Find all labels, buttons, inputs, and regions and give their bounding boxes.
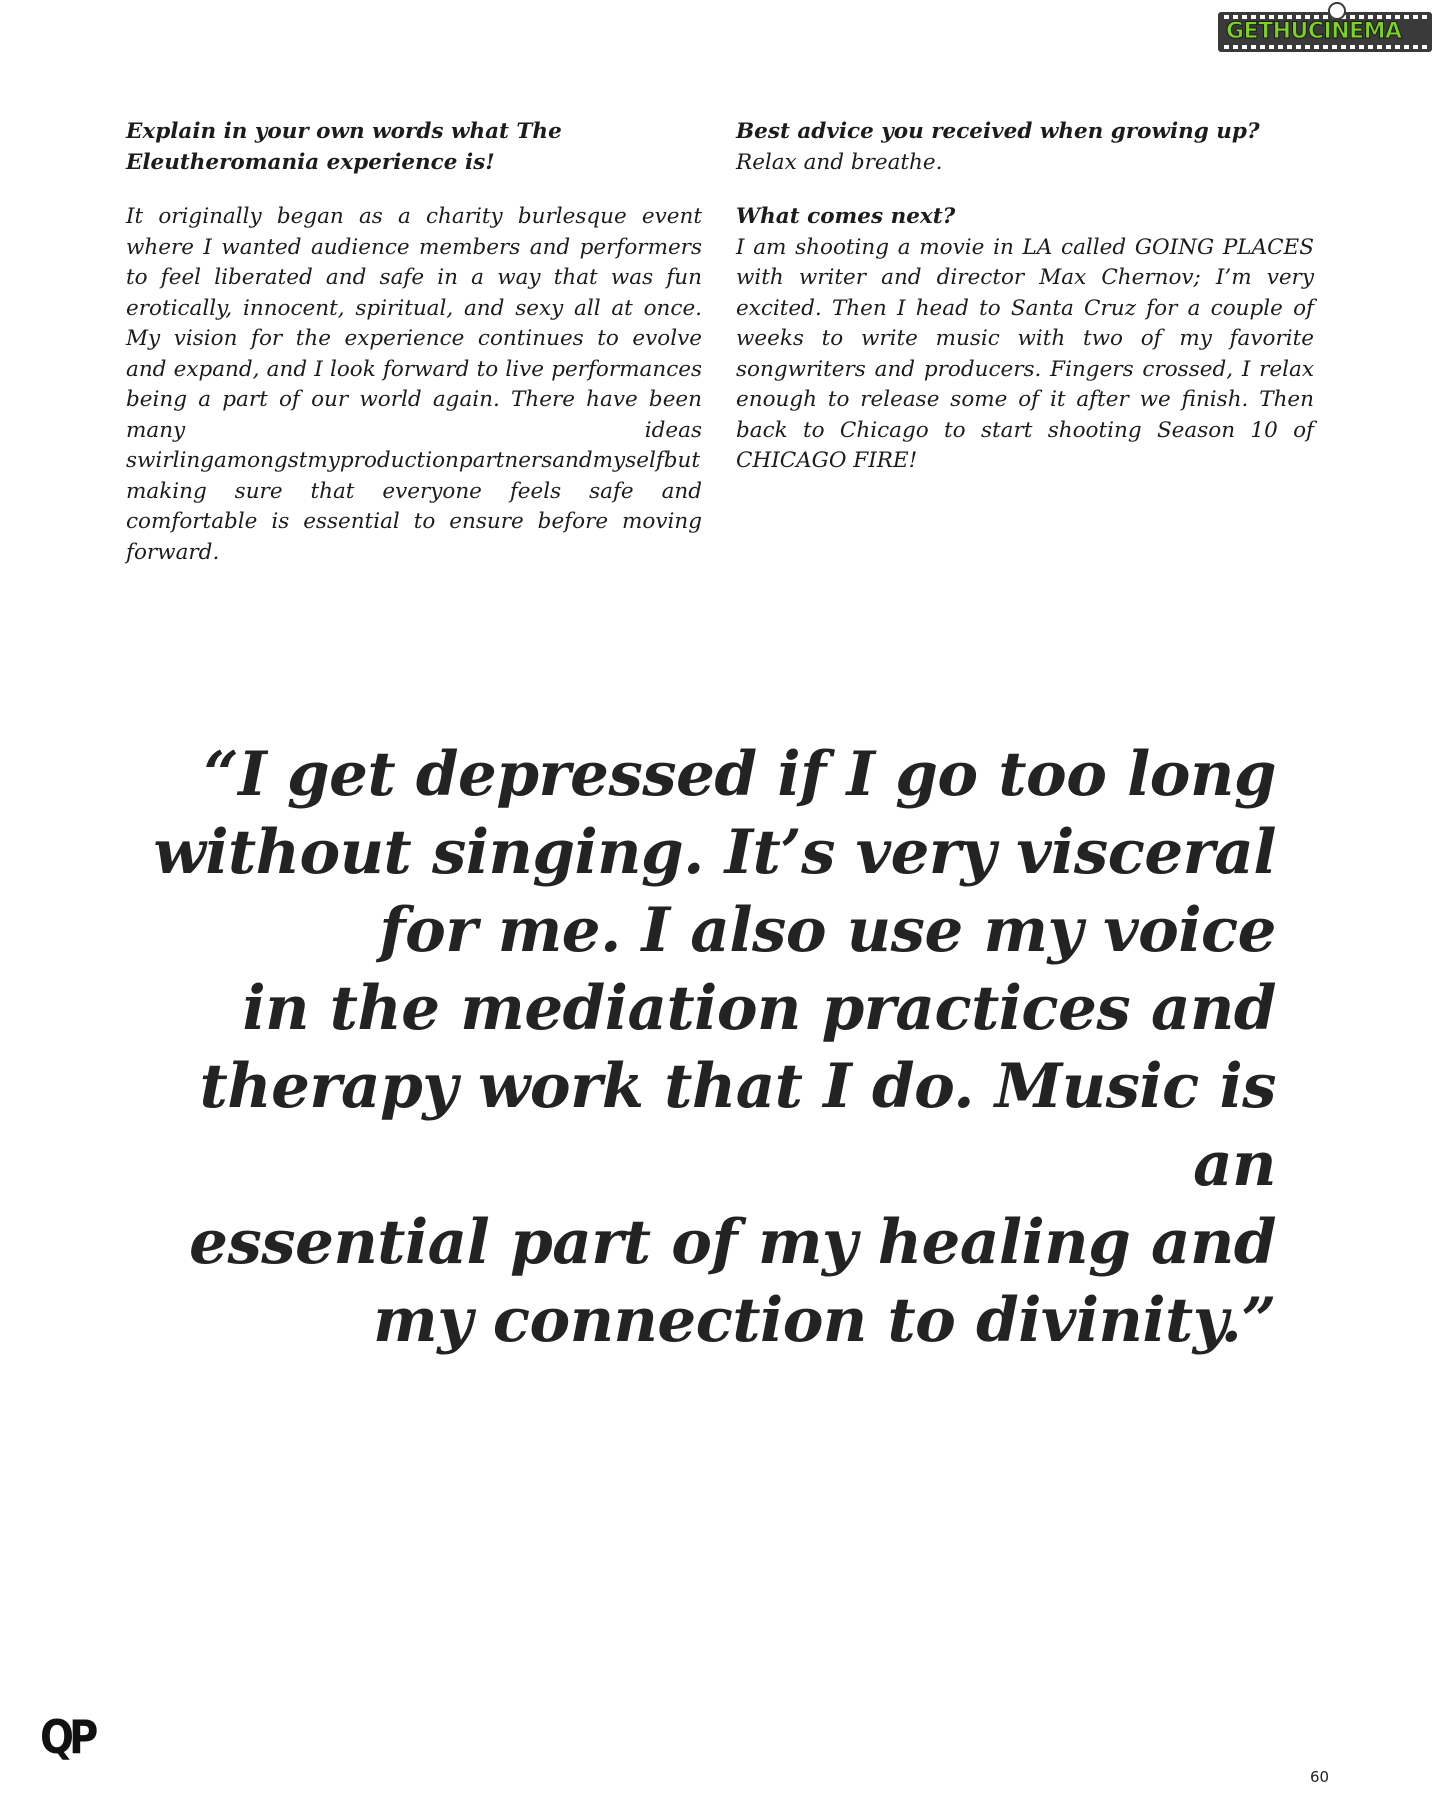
watermark-text-part2: CINEMA bbox=[1307, 19, 1402, 44]
pull-quote-line: my connection to divinity.” bbox=[373, 1285, 1276, 1356]
pull-quote-line: “I get depressed if I go too long bbox=[203, 739, 1276, 810]
pull-quote-line: for me. I also use my voice bbox=[379, 895, 1276, 966]
interview-answer: I am shooting a movie in LA called GOING PLACES with writer and director Max Chernov; I’m very excited. Then I head to Santa Cruz for a couple of weeks to write music with two of my favorite songwriters and producers. Fingers crossed, I relax enough to release some of it after we finish. Then back to Chicago to start shooting Season 10 of CHICAGO FIRE! bbox=[736, 234, 1314, 473]
pull-quote-line: without singing. It’s very visceral bbox=[153, 817, 1276, 888]
watermark-text-part1: GETHU bbox=[1226, 19, 1308, 44]
pull-quote-line: essential part of my healing and bbox=[189, 1207, 1276, 1278]
page-number: 60 bbox=[1310, 1768, 1330, 1786]
qp-brand-logo: QP bbox=[40, 1711, 94, 1765]
interview-answer: It originally began as a charity burlesque event where I wanted audience members and performers to feel liberated and safe in a way that was fun erotically, innocent, spiritual, and sexy all at once. My vision for the experience continues to evolve and expand, and I look forward to live performances being a part of our world again. There have been many ideas swirlingamongstmyproductionpartnersandmyselfbut making sure that everyone feels safe and comfortable is essential to ensure before moving forward. bbox=[126, 204, 702, 565]
pull-quote-line: therapy work that I do. Music is an bbox=[199, 1051, 1276, 1200]
left-column bbox=[126, 117, 702, 568]
pull-quote bbox=[130, 736, 1276, 1360]
interview-question: Best advice you received when growing up? bbox=[736, 119, 1260, 144]
right-column bbox=[736, 117, 1314, 477]
pull-quote-line: in the mediation practices and bbox=[242, 973, 1276, 1044]
gethu-cinema-watermark-logo bbox=[1218, 2, 1436, 54]
interview-question: What comes next? bbox=[736, 204, 956, 229]
camera-lens-icon bbox=[1328, 2, 1346, 20]
interview-question: Explain in your own words what The Eleutheromania experience is! bbox=[126, 119, 562, 175]
interview-answer: Relax and breathe. bbox=[736, 149, 943, 175]
